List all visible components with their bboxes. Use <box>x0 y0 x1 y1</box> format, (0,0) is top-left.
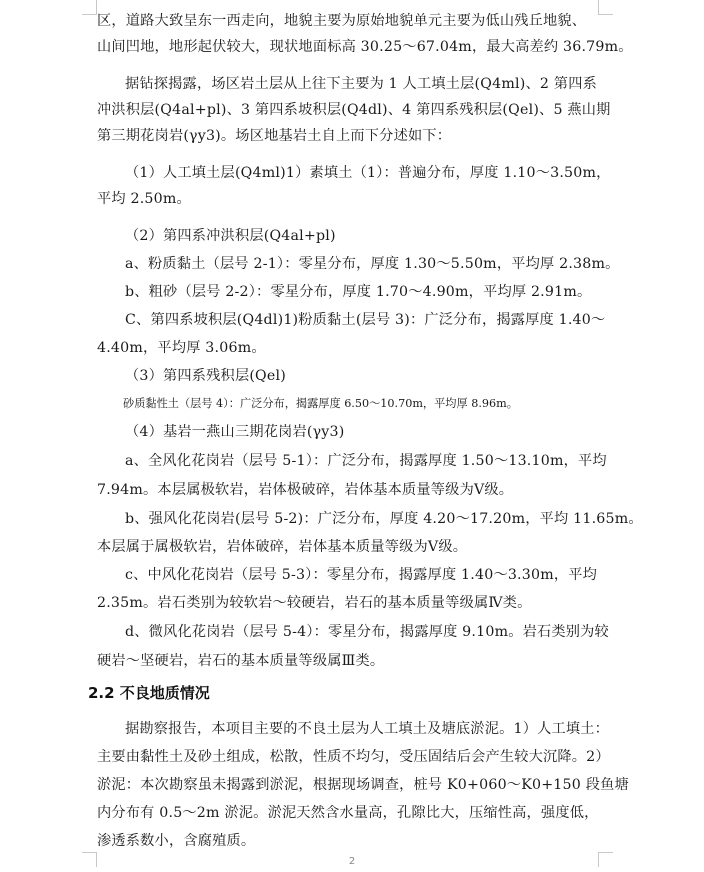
text-line: 据钻探揭露，场区岩土层从上往下主要为 1 人工填土层(Q4ml)、2 第四系 <box>125 76 597 92</box>
text-line: （3）第四系残积层(Qel) <box>125 368 286 384</box>
text-line: a、粉质黏土（层号 2-1）：零星分布，厚度 1.30～5.50m，平均厚 2.38m。 <box>125 256 620 272</box>
text-line: a、全风化花岗岩（层号 5-1）：广泛分布，揭露厚度 1.50～13.10m，平均 <box>125 453 607 469</box>
text-line: C、第四系坡积层(Q4dl)1)粉质黏土(层号 3)：广泛分布，揭露厚度 1.40～ <box>125 312 606 328</box>
text-line: 本层属于属极软岩，岩体破碎，岩体基本质量等级为Ⅴ级。 <box>97 539 468 555</box>
text-line: 据勘察报告，本项目主要的不良土层为人工填土及塘底淤泥。1）人工填土： <box>125 721 610 737</box>
text-line: 平均 2.50m。 <box>97 191 191 207</box>
text-line: 渗透系数小，含腐殖质。 <box>97 833 256 849</box>
section-heading: 2.2 不良地质情况 <box>88 684 210 702</box>
text-line: （1）人工填土层(Q4ml)1）素填土（1）：普遍分布，厚度 1.10～3.50m， <box>125 165 611 181</box>
text-line: （2）第四系冲洪积层(Q4al+pl) <box>125 228 336 244</box>
text-line: 区，道路大致呈东一西走向，地貌主要为原始地貌单元主要为低山残丘地貌、 <box>97 13 587 29</box>
text-line: d、微风化花岗岩（层号 5-4）：零星分布，揭露厚度 9.10m。岩石类别为较 <box>125 624 609 640</box>
text-line: 山间凹地，地形起伏较大，现状地面标高 30.25～67.04m，最大高差约 36.79m。 <box>97 39 633 55</box>
text-line: 淤泥：本次勘察虽未揭露到淤泥，根据现场调查，桩号 K0+060～K0+150 段鱼塘 <box>97 777 629 793</box>
text-line: 砂质黏性土（层号 4）：广泛分布，揭露厚度 6.50～10.70m，平均厚 8.96m。 <box>123 397 518 410</box>
text-line: 7.94m。本层属极软岩，岩体极破碎，岩体基本质量等级为Ⅴ级。 <box>97 482 514 498</box>
page-corner-mark-top-right <box>598 0 613 15</box>
text-line: 冲洪积层(Q4al+pl)、3 第四系坡积层(Q4dl)、4 第四系残积层(Qel)、5 燕山期 <box>97 102 611 118</box>
text-line: 4.40m，平均厚 3.06m。 <box>97 340 266 356</box>
text-line: b、粗砂（层号 2-2）：零星分布，厚度 1.70～4.90m，平均厚 2.91m。 <box>125 284 592 300</box>
page-corner-mark-top-left <box>82 0 97 15</box>
page-number: 2 <box>348 856 356 867</box>
text-line: b、强风化花岗岩(层号 5-2)：广泛分布，厚度 4.20～17.20m，平均 11.65m。 <box>125 511 643 527</box>
text-line: 硬岩～坚硬岩，岩石的基本质量等级属Ⅲ类。 <box>97 653 385 669</box>
text-line: c、中风化花岗岩（层号 5-3）：零星分布，揭露厚度 1.40～3.30m，平均 <box>125 567 598 583</box>
text-line: 内分布有 0.5～2m 淤泥。淤泥天然含水量高，孔隙比大，压缩性高，强度低， <box>97 805 599 821</box>
text-line: 主要由黏性土及砂土组成，松散，性质不均匀，受压固结后会产生较大沉降。2） <box>97 749 610 765</box>
text-line: 2.35m。岩石类别为较软岩～较硬岩，岩石的基本质量等级属Ⅳ类。 <box>97 595 532 611</box>
text-line: 第三期花岗岩(γy3)。场区地基岩土自上而下分述如下： <box>97 128 452 144</box>
text-line: （4）基岩一燕山三期花岗岩(γy3) <box>125 424 345 440</box>
